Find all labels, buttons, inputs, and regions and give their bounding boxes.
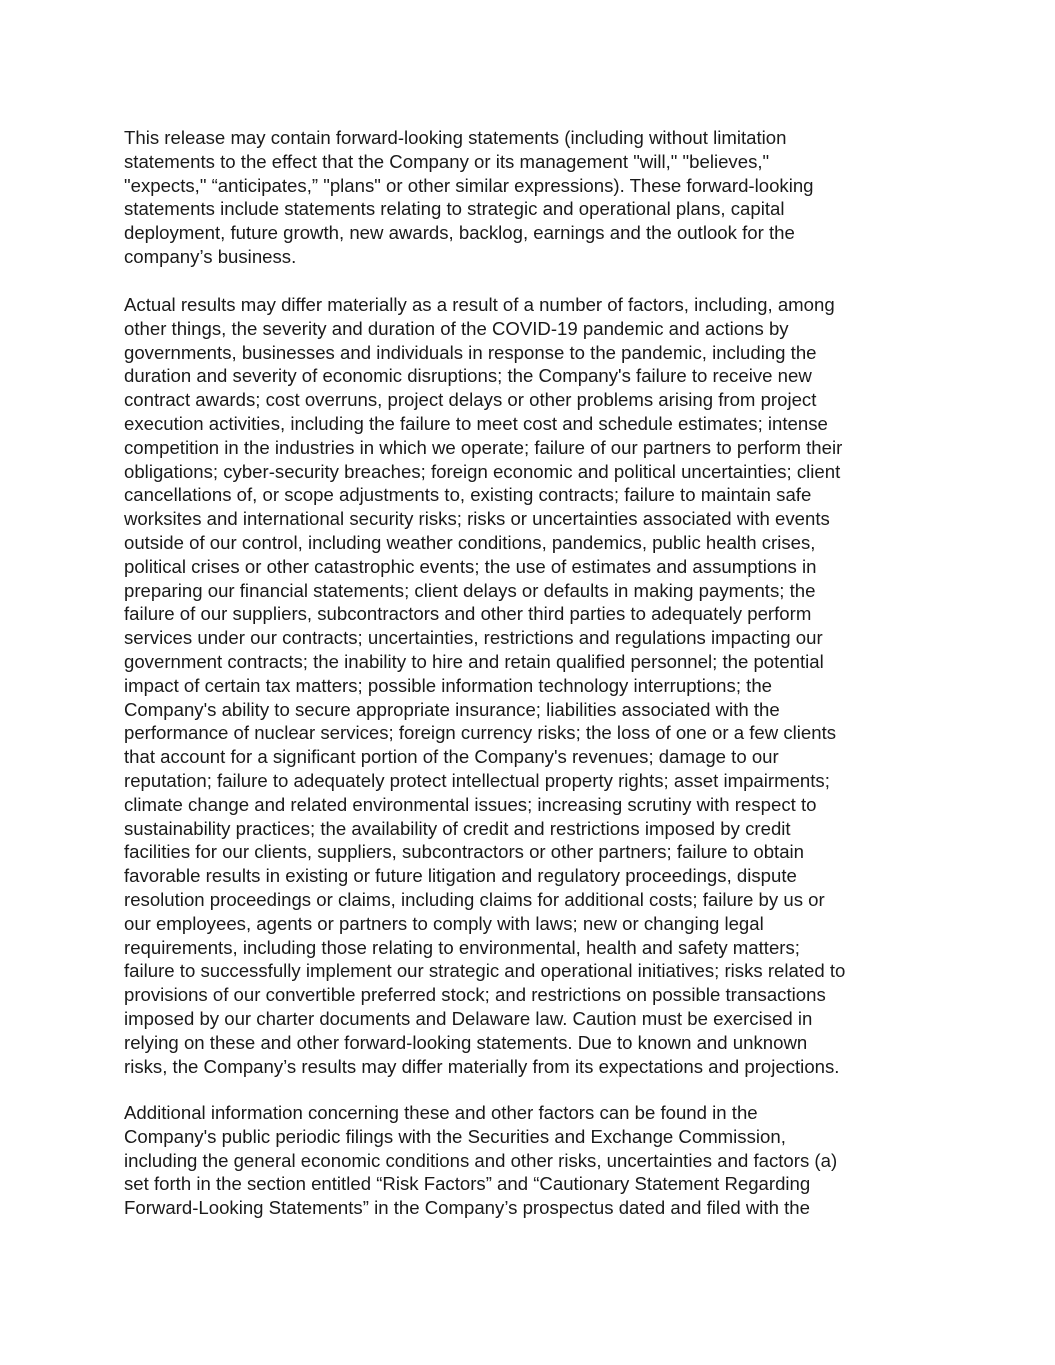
paragraph-line: including the general economic conditions and other risks, uncertainties and factors (a) (124, 1149, 838, 1171)
paragraph-forward-looking-intro (124, 126, 936, 269)
paragraph-line: Company's ability to secure appropriate insurance; liabilities associated with the (124, 698, 780, 720)
paragraph-line: obligations; cyber-security breaches; foreign economic and political uncertainties; client (124, 460, 841, 482)
paragraph-line: Forward-Looking Statements” in the Company’s prospectus dated and filed with the (124, 1197, 810, 1219)
paragraph-line: resolution proceedings or claims, including claims for additional costs; failure by us or (124, 888, 825, 910)
paragraph-line: political crises or other catastrophic events; the use of estimates and assumptions in (124, 555, 817, 577)
paragraph-line: company’s business. (124, 245, 297, 267)
paragraph-risk-factors-list (124, 293, 936, 1078)
paragraph-line: governments, businesses and individuals in response to the pandemic, including the (124, 341, 817, 363)
paragraph-line: competition in the industries in which we operate; failure of our partners to perform their (124, 436, 843, 458)
paragraph-line: failure to successfully implement our strategic and operational initiatives; risks related to (124, 960, 846, 982)
paragraph-line: services under our contracts; uncertainties, restrictions and regulations impacting our (124, 627, 823, 649)
paragraph-line: impact of certain tax matters; possible information technology interruptions; the (124, 674, 773, 696)
paragraph-line: provisions of our convertible preferred stock; and restrictions on possible transactions (124, 984, 826, 1006)
paragraph-line: climate change and related environmental issues; increasing scrutiny with respect to (124, 793, 817, 815)
paragraph-line: deployment, future growth, new awards, backlog, earnings and the outlook for the (124, 222, 795, 244)
paragraph-line: failure of our suppliers, subcontractors and other third parties to adequately perform (124, 603, 812, 625)
paragraph-line: reputation; failure to adequately protect intellectual property rights; asset impairments; (124, 769, 830, 791)
paragraph-line: preparing our financial statements; client delays or defaults in making payments; the (124, 579, 816, 601)
paragraph-line: sustainability practices; the availability of credit and restrictions imposed by credit (124, 817, 791, 839)
paragraph-line: requirements, including those relating to environmental, health and safety matters; (124, 936, 800, 958)
paragraph-line: worksites and international security risks; risks or uncertainties associated with events (124, 508, 830, 530)
paragraph-line: Actual results may differ materially as a result of a number of factors, including, among (124, 294, 835, 315)
paragraph-line: This release may contain forward-looking statements (including without limitation (124, 127, 787, 148)
paragraph-line: that account for a significant portion of the Company's revenues; damage to our (124, 746, 779, 768)
paragraph-line: contract awards; cost overruns, project delays or other problems arising from project (124, 389, 817, 411)
paragraph-line: facilities for our clients, suppliers, subcontractors or other partners; failure to obtain (124, 841, 805, 863)
paragraph-line: Company's public periodic filings with the Securities and Exchange Commission, (124, 1125, 786, 1147)
paragraph-line: statements include statements relating to strategic and operational plans, capital (124, 198, 785, 220)
paragraph-line: cancellations of, or scope adjustments to, existing contracts; failure to maintain safe (124, 484, 812, 506)
paragraph-line: outside of our control, including weather conditions, pandemics, public health crises, (124, 531, 816, 553)
paragraph-line: government contracts; the inability to hire and retain qualified personnel; the potential (124, 650, 824, 672)
paragraph-line: imposed by our charter documents and Delaware law. Caution must be exercised in (124, 1007, 813, 1029)
paragraph-line: other things, the severity and duration of the COVID-19 pandemic and actions by (124, 317, 789, 339)
paragraph-line: risks, the Company’s results may differ materially from its expectations and projections. (124, 1055, 840, 1077)
paragraph-line: "expects," “anticipates,” "plans" or other similar expressions). These forward-looking (124, 174, 814, 196)
paragraph-line: Additional information concerning these and other factors can be found in the (124, 1102, 758, 1123)
paragraph-line: set forth in the section entitled “Risk Factors” and “Cautionary Statement Regarding (124, 1173, 811, 1195)
paragraph-additional-information (124, 1101, 936, 1220)
paragraph-line: relying on these and other forward-looking statements. Due to known and unknown (124, 1031, 808, 1053)
paragraph-line: execution activities, including the failure to meet cost and schedule estimates; intense (124, 412, 828, 434)
paragraph-line: duration and severity of economic disruptions; the Company's failure to receive new (124, 365, 812, 387)
paragraph-line: statements to the effect that the Company or its management "will," "believes," (124, 150, 770, 172)
paragraph-line: our employees, agents or partners to comply with laws; new or changing legal (124, 912, 764, 934)
paragraph-line: favorable results in existing or future litigation and regulatory proceedings, dispute (124, 865, 797, 887)
paragraph-line: performance of nuclear services; foreign currency risks; the loss of one or a few clients (124, 722, 837, 744)
